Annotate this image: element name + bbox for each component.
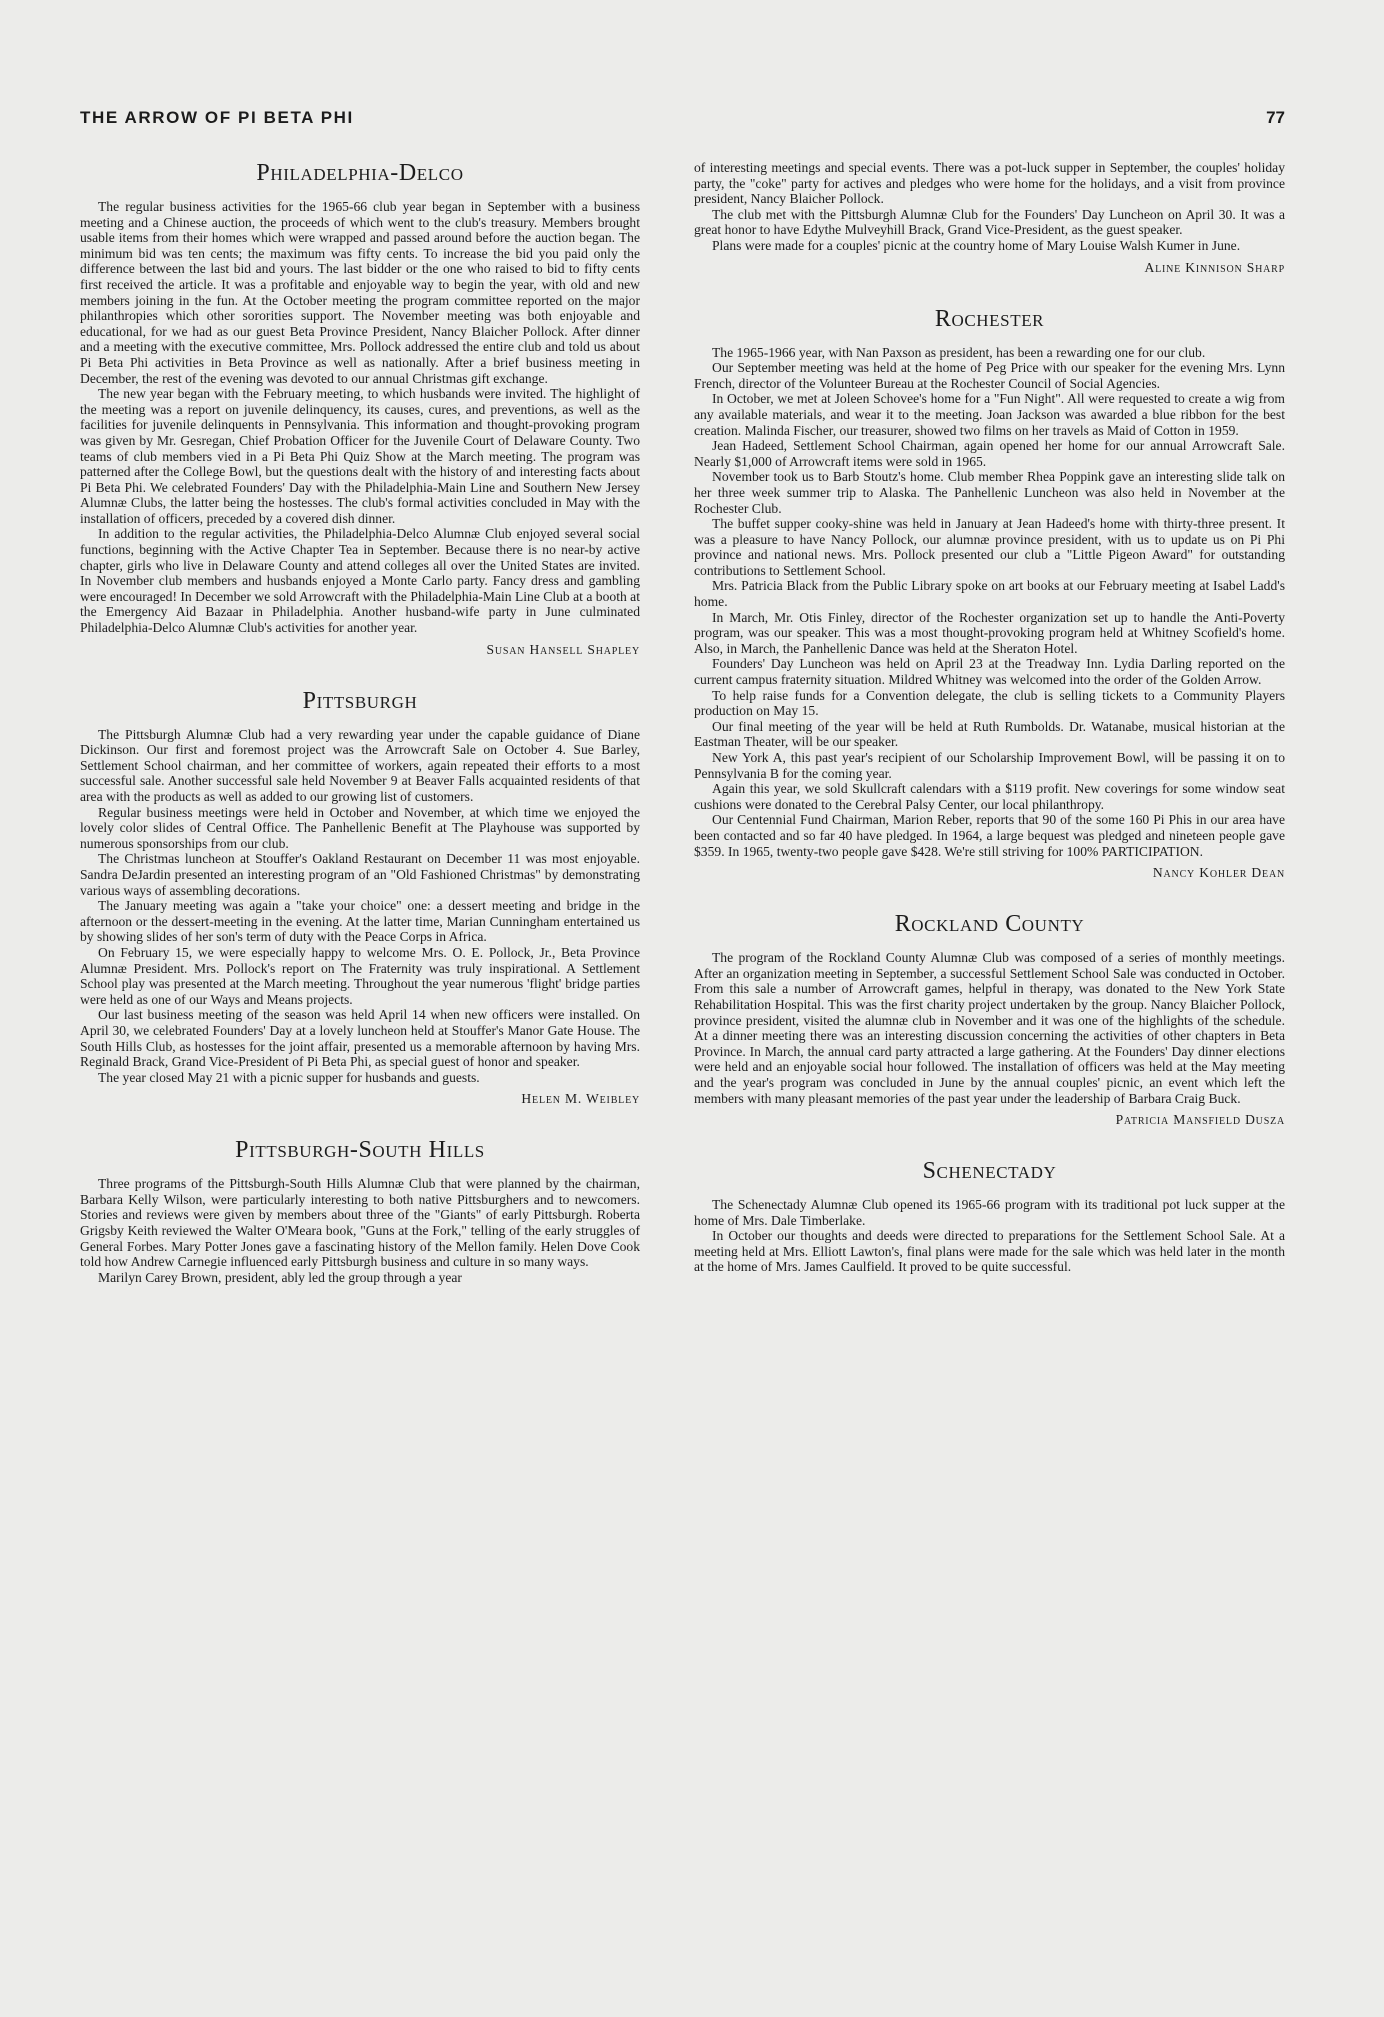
- paragraph: Our last business meeting of the season was held April 14 when new officers were installed. On April 30, we celebrated Founders' Day at a lovely luncheon held at Stouffer's Manor Gate House. The South Hills Club, as hostesses for the joint affair, presented us a memorable afternoon by having Mrs. Reginald Brack, Grand Vice-President of Pi Beta Phi, as special guest of honor and speaker.: [80, 1007, 640, 1070]
- paragraph: November took us to Barb Stoutz's home. Club member Rhea Poppink gave an interesting slide talk on her three week summer trip to Alaska. The Panhellenic Luncheon was also held in November at the Rochester Club.: [694, 469, 1285, 516]
- section-pittsburgh-south-hills-continued: [694, 160, 1285, 276]
- paragraph: The buffet supper cooky-shine was held in January at Jean Hadeed's home with thirty-three present. It was a pleasure to have Nancy Pollock, our alumnæ province president, with us to update us on Pi Phi province and national news. Mrs. Pollock presented our club a "Little Pigeon Award" for outstanding contributions to Settlement School.: [694, 516, 1285, 578]
- section-title: Rochester: [934, 305, 1045, 332]
- section-pittsburgh: [80, 688, 640, 1108]
- left-column: [80, 160, 640, 1315]
- section-rochester: [694, 306, 1285, 882]
- paragraph: Jean Hadeed, Settlement School Chairman, again opened her home for our annual Arrowcraft Sale. Nearly $1,000 of Arrowcraft items were sold in 1965.: [694, 438, 1285, 469]
- section-body: [694, 950, 1285, 1106]
- section-body: [80, 727, 640, 1086]
- paragraph: The 1965-1966 year, with Nan Paxson as president, has been a rewarding one for our club.: [712, 344, 1206, 360]
- paragraph: The year closed May 21 with a picnic supper for husbands and guests.: [98, 1069, 480, 1085]
- paragraph: Our final meeting of the year will be held at Ruth Rumbolds. Dr. Watanabe, musical historian at the Eastman Theater, will be our speaker.: [694, 718, 1285, 750]
- paragraph: Founders' Day Luncheon was held on April 23 at the Treadway Inn. Lydia Darling reported on the current campus fraternity situation. Mildred Whitney was welcomed into the order of the Golden Arrow.: [694, 656, 1285, 688]
- section-body: [694, 160, 1285, 254]
- section-title: Pittsburgh-South Hills: [235, 1137, 485, 1164]
- paragraph: Three programs of the Pittsburgh-South Hills Alumnæ Club that were planned by the chairman, Barbara Kelly Wilson, were particularly interesting to both native Pittsburghers and to newcomers. Stories and reviews were given by members about three of the "Giants" of early Pittsburgh. Roberta Grigsby Keith reviewed the Walter O'Meara book, "Guns at the Fork," telling of the early struggles of General Forbes. Mary Potter Jones gave a fascinating history of the Mellon family. Helen Dove Cook told how Andrew Carnegie influenced early Pittsburgh business and culture in so many ways.: [80, 1176, 640, 1270]
- paragraph: To help raise funds for a Convention delegate, the club is selling tickets to a Community Players production on May 15.: [694, 687, 1285, 719]
- section-body: [80, 199, 640, 636]
- paragraph: In October our thoughts and deeds were directed to preparations for the Settlement School Sale. At a meeting held at Mrs. Elliott Lawton's, final plans were made for the sale which was held later in the month at the home of Mrs. James Caulfield. It proved to be quite successful.: [694, 1228, 1285, 1275]
- right-column: [694, 160, 1285, 1305]
- paragraph: Our Centennial Fund Chairman, Marion Reber, reports that 90 of the some 160 Pi Phis in our area have been contacted and so far 40 have pledged. In 1964, a large bequest was pledged and nineteen people gave $359. In 1965, twenty-two people gave $428. We're still striving for 100% PARTICIPATION.: [694, 812, 1285, 859]
- paragraph: The regular business activities for the 1965-66 club year began in September with a business meeting and a Chinese auction, the proceeds of which went to the club's treasury. Members brought usable items from their homes which were wrapped and passed around before the auction began. The minimum bid was ten cents; the maximum was fifty cents. To increase the bid you paid only the difference between the last bid and yours. The last bidder or the one who raised to bid to fifty cents first received the article. It was a profitable and enjoyable way to begin the year, with old and new members joining in the fun. At the October meeting the program committee reported on the major philanthropies which other sororities support. The November meeting was both enjoyable and educational, for we had as our guest Beta Province President, Nancy Blaicher Pollock. After dinner and a meeting with the executive committee, Mrs. Pollock addressed the entire club and told us about Pi Beta Phi activities in Beta Province as well as nationally. After a brief business meeting in December, the rest of the evening was devoted to our annual Christmas gift exchange.: [80, 199, 640, 386]
- author-signature: Nancy Kohler Dean: [1152, 865, 1285, 881]
- paragraph: Plans were made for a couples' picnic at the country home of Mary Louise Walsh Kumer in June.: [712, 237, 1241, 253]
- paragraph-continued: of interesting meetings and special events. There was a pot-luck supper in September, the couples' holiday party, the "coke" party for actives and pledges who were home for the holidays, and a visit from province president, Nancy Blaicher Pollock.: [694, 160, 1285, 207]
- section-philadelphia-delco: [80, 160, 640, 658]
- section-title: Pittsburgh: [302, 687, 418, 714]
- section-body: [80, 1176, 640, 1285]
- paragraph: Our September meeting was held at the home of Peg Price with our speaker for the evening Mrs. Lynn French, director of the Volunteer Bureau at the Rochester Council of Social Agencies.: [694, 360, 1285, 391]
- author-signature: Susan Hansell Shapley: [486, 641, 640, 657]
- section-title: Schenectady: [922, 1158, 1057, 1185]
- section-pittsburgh-south-hills: [80, 1137, 640, 1285]
- paragraph: The January meeting was again a "take your choice" one: a dessert meeting and bridge in the afternoon or the dessert-meeting in the evening. At the latter time, Marian Cunningham entertained us by showing slides of her son's term of duty with the Peace Corps in Africa.: [80, 898, 640, 945]
- author-signature: Helen M. Weibley: [521, 1091, 640, 1107]
- paragraph: On February 15, we were especially happy to welcome Mrs. O. E. Pollock, Jr., Beta Province Alumnæ President. Mrs. Pollock's report on The Fraternity was truly inspirational. A Settlement School play was presented at the March meeting. Throughout the year numerous 'flight' bridge parties were held as one of our Ways and Means projects.: [80, 944, 640, 1007]
- paragraph: New York A, this past year's recipient of our Scholarship Improvement Bowl, will be passing it on to Pennsylvania B for the coming year.: [694, 750, 1285, 781]
- paragraph: The program of the Rockland County Alumnæ Club was composed of a series of monthly meetings. After an organization meeting in September, a successful Settlement School Sale was conducted in October. From this sale a number of Arrowcraft games, helpful in therapy, was donated to the New York State Rehabilitation Hospital. This was the first charity project undertaken by the group. Nancy Blaicher Pollock, province president, visited the alumnæ club in November and it was one of the highlights of the schedule. At a dinner meeting there was an interesting discussion concerning the activities of other chapters in Beta Province. In March, the annual card party attracted a large gathering. At the Founders' Day dinner elections were held and an enjoyable social hour followed. The installation of officers was held at the May meeting and the year's program was concluded in June by the annual couples' picnic, an event which left the members with many pleasant memories of the past year under the leadership of Barbara Craig Buck.: [694, 950, 1285, 1106]
- paragraph: In October, we met at Joleen Schovee's home for a "Fun Night". All were requested to create a wig from any available materials, and wear it to the meeting. Joan Jackson was awarded a blue ribbon for the best creation. Malinda Fischer, our treasurer, showed two films on her travels as Maid of Cotton in 1959.: [694, 391, 1285, 438]
- paragraph: Marilyn Carey Brown, president, ably led the group through a year: [98, 1269, 462, 1285]
- section-body: [694, 345, 1285, 860]
- paragraph: Mrs. Patricia Black from the Public Library spoke on art books at our February meeting at Isabel Ladd's home.: [694, 578, 1285, 610]
- paragraph: The Christmas luncheon at Stouffer's Oakland Restaurant on December 11 was most enjoyable. Sandra DeJardin presented an interesting program of an "Old Fashioned Christmas" by demonstrating various ways of assembling decorations.: [80, 851, 640, 898]
- publication-title: THE ARROW OF PI BETA PHI: [80, 108, 354, 127]
- paragraph: In addition to the regular activities, the Philadelphia-Delco Alumnæ Club enjoyed several social functions, beginning with the Active Chapter Tea in September. Because there is no near-by active chapter, girls who live in Delaware County and attend colleges all over the United States are invited. In November club members and husbands enjoyed a Monte Carlo party. Fancy dress and gambling were encouraged! In December we sold Arrowcraft with the Philadelphia-Main Line Club at a booth at the Emergency Aid Bazaar in Philadelphia. Another husband-wife party in June culminated Philadelphia-Delco Alumnæ Club's activities for another year.: [80, 526, 640, 636]
- author-signature: Aline Kinnison Sharp: [1144, 259, 1285, 275]
- running-head: [80, 108, 1285, 136]
- section-schenectady: [694, 1158, 1285, 1275]
- paragraph: Regular business meetings were held in October and November, at which time we enjoyed the lovely color slides of Central Office. The Panhellenic Benefit at The Playhouse was supported by numerous sponsorships from our club.: [80, 804, 640, 851]
- page-number: 77: [1266, 108, 1285, 127]
- section-rockland-county: [694, 911, 1285, 1128]
- paragraph: The new year began with the February meeting, to which husbands were invited. The highlight of the meeting was a report on juvenile delinquency, its causes, cures, and preventions, as well as the facilities for juvenile delinquents in Pennsylvania. This information and thought-provoking program was given by Mr. Gesregan, Chief Probation Officer for the Juvenile Court of Delaware County. Two teams of club members vied in a Pi Beta Phi Quiz Show at the March meeting. The program was patterned after the College Bowl, but the questions dealt with the history of and interesting facts about Pi Beta Phi. We celebrated Founders' Day with the Philadelphia-Main Line and Southern New Jersey Alumnæ Clubs, the latter being the hostesses. The club's formal activities concluded in May with the installation of officers, preceded by a covered dish dinner.: [80, 386, 640, 526]
- paragraph: In March, Mr. Otis Finley, director of the Rochester organization set up to handle the Anti-Poverty program, was our speaker. This was a most thought-provoking program held at Whitney Scofield's home. Also, in March, the Panhellenic Dance was held at the Sheraton Hotel.: [694, 609, 1285, 656]
- paragraph: The club met with the Pittsburgh Alumnæ Club for the Founders' Day Luncheon on April 30. It was a great honor to have Edythe Mulveyhill Brack, Grand Vice-President, as the guest speaker.: [694, 206, 1285, 238]
- paragraph: The Pittsburgh Alumnæ Club had a very rewarding year under the capable guidance of Diane Dickinson. Our first and foremost project was the Arrowcraft Sale on October 4. Sue Barley, Settlement School chairman, and her committee of workers, again repeated their efforts to a most successful sale. Another successful sale held November 9 at Beaver Falls acquainted residents of that area with the products as well as added to our growing list of customers.: [80, 726, 640, 804]
- paragraph: Again this year, we sold Skullcraft calendars with a $119 profit. New coverings for some window seat cushions were donated to the Cerebral Palsy Center, our local philanthropy.: [694, 781, 1285, 812]
- section-title: Rockland County: [894, 911, 1085, 938]
- paragraph: The Schenectady Alumnæ Club opened its 1965-66 program with its traditional pot luck supper at the home of Mrs. Dale Timberlake.: [694, 1197, 1285, 1228]
- section-body: [694, 1197, 1285, 1275]
- section-title: Philadelphia-Delco: [256, 160, 464, 186]
- author-signature: Patricia Mansfield Dusza: [1115, 1112, 1285, 1128]
